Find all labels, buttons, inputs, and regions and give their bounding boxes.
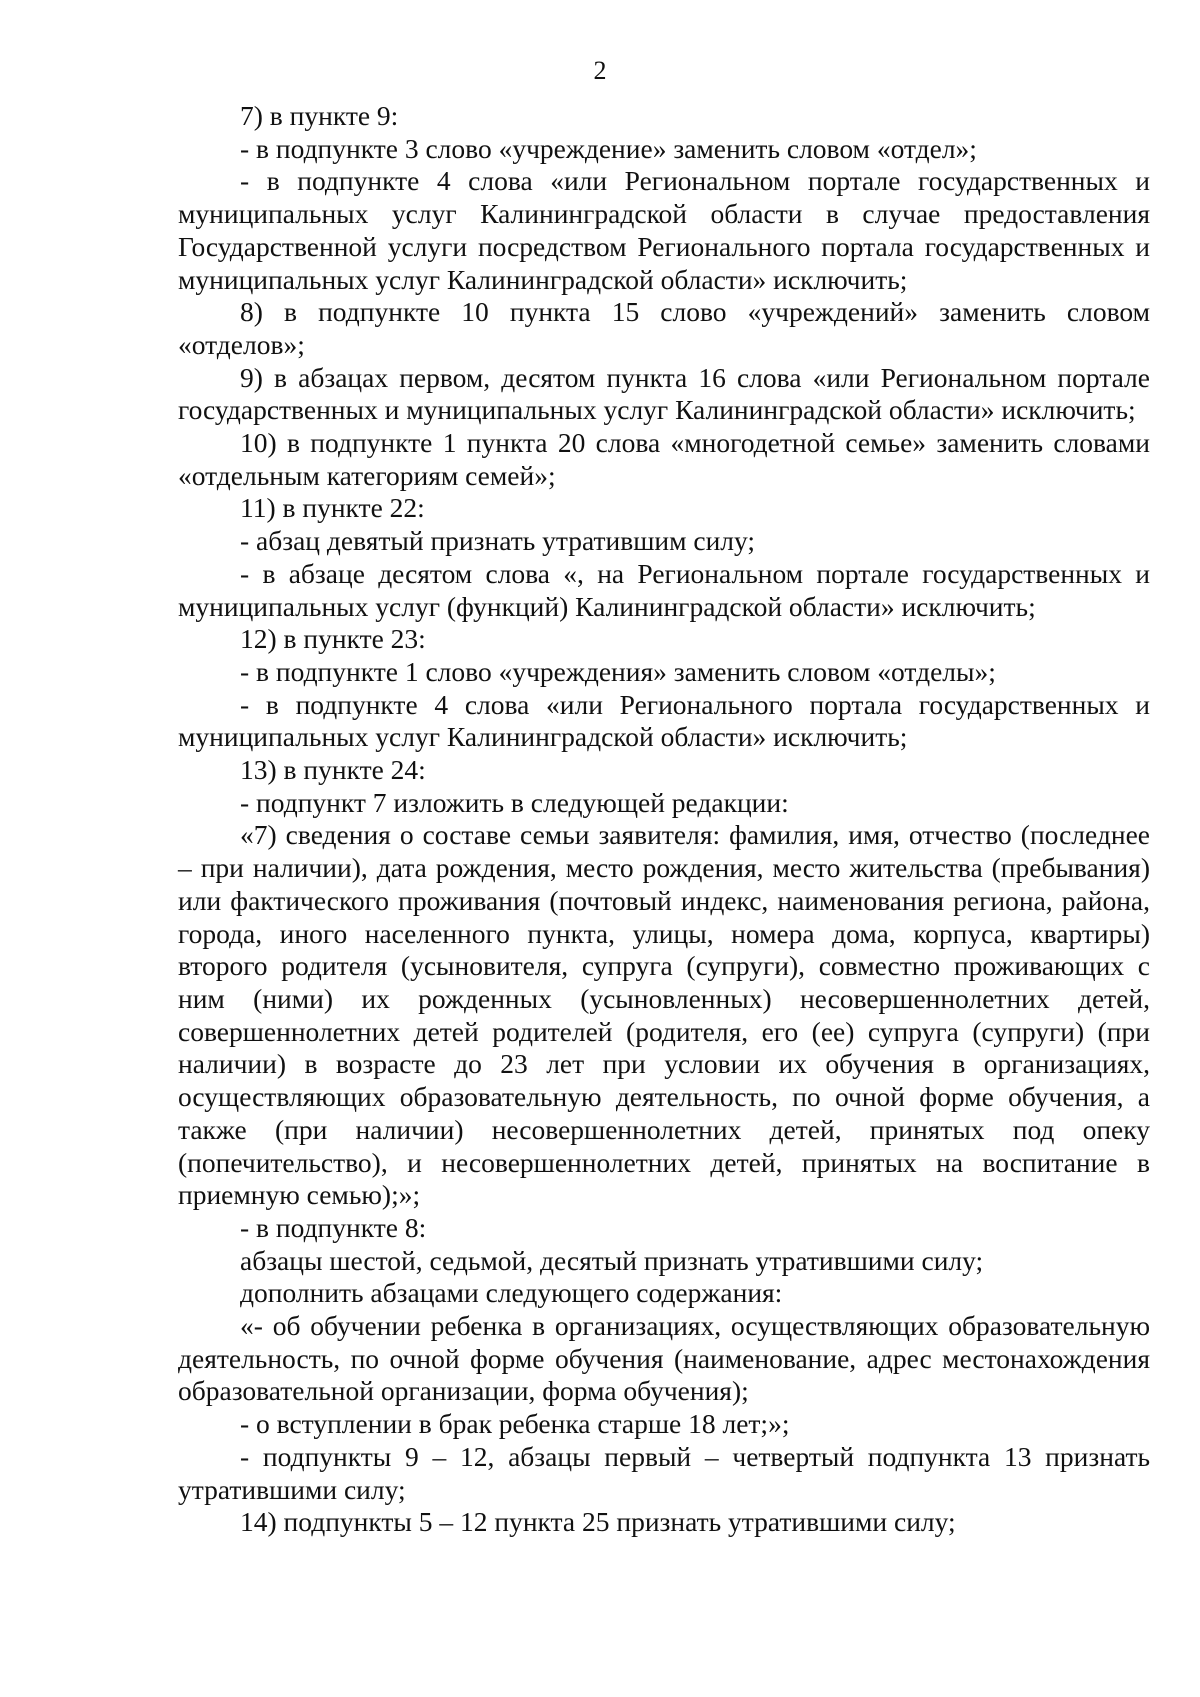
paragraph: 10) в подпункте 1 пункта 20 слова «многодетной семье» заменить словами «отдельным категориям семей»;: [178, 427, 1150, 491]
paragraph: абзацы шестой, седьмой, десятый признать утратившими силу;: [240, 1244, 984, 1276]
paragraph: «- об обучении ребенка в организациях, осуществляющих образовательную деятельность, по очной форме обучения (наименование, адрес местонахождения образовательной организации, форма обучения);: [178, 1310, 1150, 1407]
paragraph: - в подпункте 4 слова «или Регионального портала государственных и муниципальных услуг Калининградской области» исключить;: [178, 688, 1150, 753]
paragraph: - в подпункте 3 слово «учреждение» заменить словом «отдел»;: [240, 132, 977, 164]
document-body: [178, 100, 1150, 1539]
paragraph: - в подпункте 8:: [240, 1211, 427, 1243]
paragraph: - подпункт 7 изложить в следующей редакции:: [240, 786, 789, 818]
page-number: 2: [593, 56, 607, 85]
paragraph: - в подпункте 4 слова «или Региональном портале государственных и муниципальных услуг Калининградской области в случае предоставления Государственной услуги посредством Регионального портала государственных и муниципальных услуг Калининградской области» исключить;: [178, 165, 1150, 295]
paragraph: 14) подпункты 5 – 12 пункта 25 признать утратившими силу;: [240, 1506, 956, 1538]
paragraph: - в подпункте 1 слово «учреждения» заменить словом «отделы»;: [240, 655, 996, 687]
paragraph: 8) в подпункте 10 пункта 15 слово «учреждений» заменить словом «отделов»;: [178, 296, 1150, 360]
paragraph: 9) в абзацах первом, десятом пункта 16 слова «или Региональном портале государственных и муниципальных услуг Калининградской области» исключить;: [178, 361, 1150, 426]
paragraph: - подпункты 9 – 12, абзацы первый – четвертый подпункта 13 признать утратившими силу;: [178, 1440, 1150, 1505]
paragraph: - о вступлении в брак ребенка старше 18 лет;»;: [240, 1408, 790, 1440]
paragraph: дополнить абзацами следующего содержания:: [240, 1277, 783, 1309]
paragraph: 11) в пункте 22:: [240, 492, 425, 524]
paragraph: - абзац девятый признать утратившим силу;: [240, 525, 756, 557]
paragraph: - в абзаце десятом слова «, на Региональном портале государственных и муниципальных услуг (функций) Калининградской области» исключить;: [178, 557, 1150, 622]
paragraph: 13) в пункте 24:: [240, 754, 426, 786]
paragraph: «7) сведения о составе семьи заявителя: фамилия, имя, отчество (последнее – при наличии), дата рождения, место рождения, место жительства (пребывания) или фактического проживания (почтовый индекс, наименования региона, района, города, иного населенного пункта, улицы, номера дома, корпуса, квартиры) второго родителя (усыновителя, супруга (супруги), совместно проживающих с ним (ними) их рожденных (усыновленных) несовершеннолетних детей, совершеннолетних детей родителей (родителя, его (ее) супруга (супруги) (при наличии) в возрасте до 23 лет при условии их обучения в организациях, осуществляющих образовательную деятельность, по очной форме обучения, а также (при наличии) несовершеннолетних детей, принятых под опеку (попечительство), и несовершеннолетних детей, принятых на воспитание в приемную семью);»;: [178, 819, 1150, 1211]
paragraph: 12) в пункте 23:: [240, 623, 426, 655]
paragraph: 7) в пункте 9:: [240, 100, 399, 131]
